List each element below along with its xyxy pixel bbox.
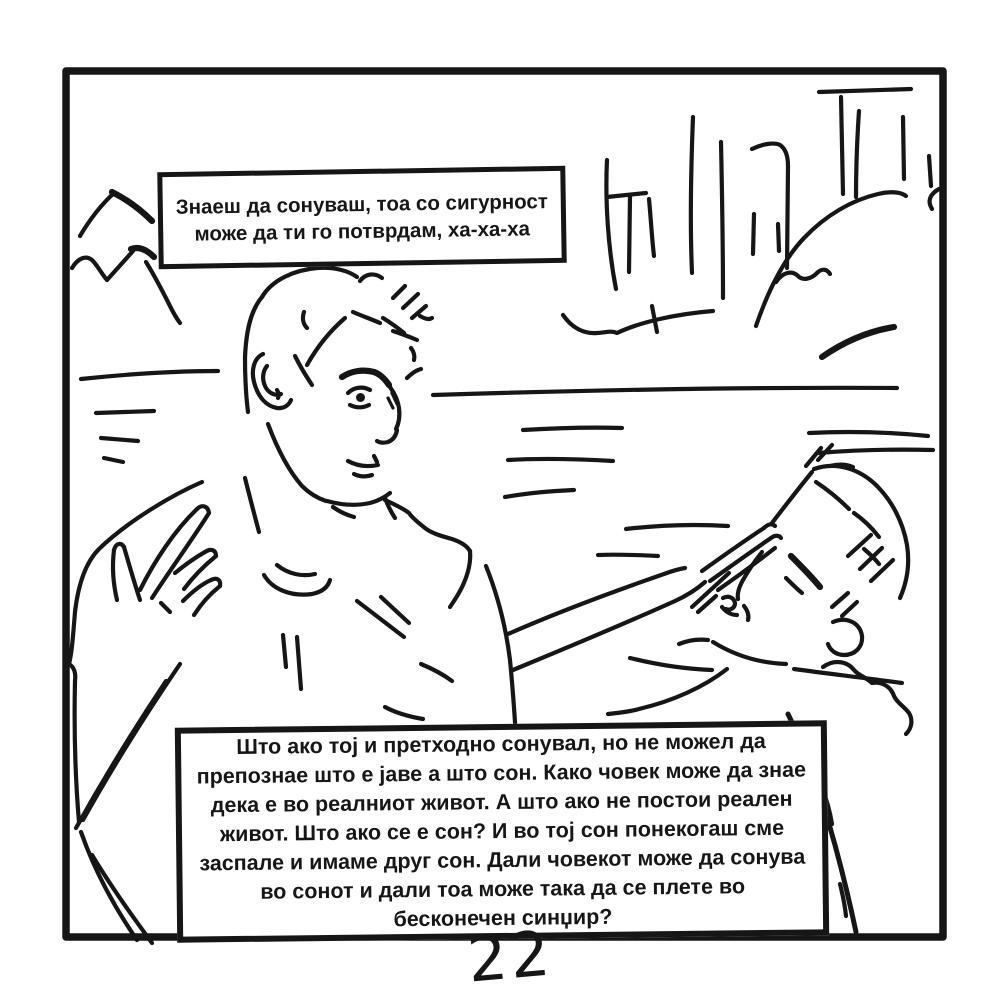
reaching-arm-sketch xyxy=(508,524,781,670)
narration-line: во сонот и дали тоа може така да се плете во xyxy=(260,874,746,904)
narration-line: дека е во реалниот живот. А што ако не постои реален xyxy=(210,786,793,818)
narration-line: заспале и имаме друг сон. Дали човекот може да сонува xyxy=(199,844,806,876)
speech-bubble-line: Знаеш да сонуваш, тоа со сигурност xyxy=(175,189,549,219)
narration-line: живот. Што ако се е сон? И во тој сон понекогаш сме xyxy=(219,815,785,847)
speech-bubble xyxy=(157,166,566,269)
speech-bubble-line: може да ти го потврдам, ха-ха-ха xyxy=(194,216,531,246)
narration-line: Што ако тој и претходно сонувал, но не можел да xyxy=(236,729,766,760)
page-number: 22 xyxy=(464,916,556,997)
water-lines-sketch xyxy=(81,371,933,556)
narration-box xyxy=(175,720,829,942)
seagull-sketch xyxy=(563,306,713,333)
clouds-sketch xyxy=(756,192,906,357)
narration-line: препознае што е јаве а што сон. Како човек може да знае xyxy=(196,757,807,789)
narration-line: бесконечен синџир? xyxy=(393,904,613,932)
